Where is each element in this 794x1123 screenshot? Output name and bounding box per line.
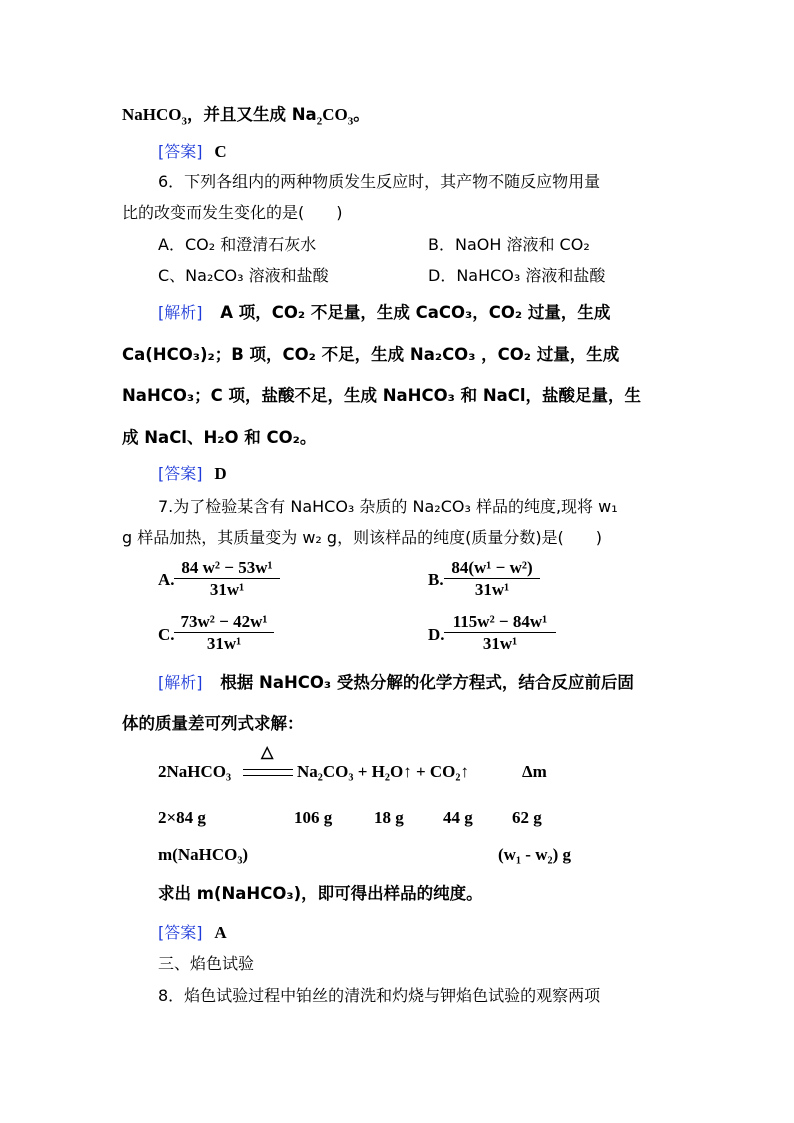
unknown-mass-difference: (w₁ - w₂) g — [498, 845, 571, 864]
q7-option-d-denominator: 31w¹ — [482, 634, 518, 653]
q7-option-b-denominator: 31w¹ — [474, 580, 510, 599]
q6-answer: D — [214, 464, 227, 483]
q6-analysis-line4: 成 NaCl、H₂O 和 CO₂。 — [122, 428, 317, 447]
mass-na2co3: 106 g — [294, 808, 333, 827]
q7-analysis-line1: [解析] 根据 NaHCO₃ 受热分解的化学方程式，结合反应前后固 — [158, 673, 634, 692]
q7-option-a-denominator: 31w¹ — [209, 580, 245, 599]
q7-option-a-fraction — [174, 558, 280, 600]
q6-stem-line2: 比的改变而发生变化的是( ) — [122, 203, 343, 222]
unknown-mass-nahco3: m(NaHCO₃) — [158, 845, 249, 864]
mass-co2: 44 g — [443, 808, 473, 827]
q7-option-d-fraction — [444, 612, 556, 654]
q7-option-a-label: A. — [158, 570, 175, 589]
equation-reactant: 2NaHCO₃ — [158, 762, 232, 781]
q7-option-b-fraction — [444, 558, 540, 600]
q5-tail-line: NaHCO$_3$，并且又生成 $Na_2CO_3$。 — [122, 105, 370, 128]
q7-analysis-line2: 体的质量差可列式求解： — [122, 714, 304, 733]
q7-option-a-numerator: 84 w² − 53w¹ — [174, 558, 280, 579]
mass-reactant: 2×84 g — [158, 808, 206, 827]
reaction-condition-heat: △ — [261, 744, 274, 761]
q7-stem-line2: g 样品加热，其质量变为 w₂ g，则该样品的纯度(质量分数)是( ) — [122, 528, 603, 547]
answer-tag: [答案] — [158, 142, 203, 161]
equation-delta-m: Δm — [522, 762, 547, 781]
q7-option-c-fraction — [174, 612, 274, 654]
q7-option-b-label: B. — [428, 570, 444, 589]
equation-products: Na₂CO₃ + H₂O↑ + CO₂↑ — [297, 762, 469, 781]
q5-answer: C — [214, 142, 227, 161]
q7-option-c-denominator: 31w¹ — [206, 634, 242, 653]
q7-answer-line — [158, 921, 227, 945]
analysis-tag: [解析] — [158, 673, 203, 692]
q7-conclusion: 求出 m(NaHCO₃)，即可得出样品的纯度。 — [158, 884, 483, 903]
q7-stem-line1: 7.为了检验某含有 NaHCO₃ 杂质的 Na₂CO₃ 样品的纯度,现将 w₁ — [158, 497, 618, 516]
q6-stem-line1: 6．下列各组内的两种物质发生反应时，其产物不随反应物用量 — [158, 172, 601, 191]
q7-option-d-numerator: 115w² − 84w¹ — [444, 612, 556, 633]
q5-answer-line — [158, 140, 227, 164]
q8-stem-line1: 8．焰色试验过程中铂丝的清洗和灼烧与钾焰色试验的观察两项 — [158, 986, 601, 1005]
q6-option-b: B．NaOH 溶液和 CO₂ — [428, 235, 590, 254]
answer-tag: [答案] — [158, 923, 203, 942]
q6-answer-line — [158, 462, 227, 486]
answer-tag: [答案] — [158, 464, 203, 483]
q6-analysis-line3: NaHCO₃；C 项，盐酸不足，生成 NaHCO₃ 和 NaCl，盐酸足量，生 — [122, 386, 642, 405]
equation-equals-bottom — [243, 775, 293, 776]
section-title: 三、焰色试验 — [158, 954, 255, 973]
mass-delta: 62 g — [512, 808, 542, 827]
q7-option-c-numerator: 73w² − 42w¹ — [174, 612, 274, 633]
mass-h2o: 18 g — [374, 808, 404, 827]
equation-equals-top — [243, 769, 293, 770]
q7-option-d-label: D. — [428, 625, 445, 644]
q7-answer: A — [214, 923, 227, 942]
q6-option-c: C、Na₂CO₃ 溶液和盐酸 — [158, 266, 329, 285]
analysis-tag: [解析] — [158, 303, 203, 322]
q6-analysis-line2: Ca(HCO₃)₂；B 项，CO₂ 不足，生成 Na₂CO₃ ，CO₂ 过量，生成 — [122, 345, 620, 364]
q6-option-d: D．NaHCO₃ 溶液和盐酸 — [428, 266, 606, 285]
q7-option-c-label: C. — [158, 625, 175, 644]
q6-option-a: A．CO₂ 和澄清石灰水 — [158, 235, 317, 254]
q7-option-b-numerator: 84(w¹ − w²) — [444, 558, 540, 579]
q6-analysis-line1: [解析] A 项，CO₂ 不足量，生成 CaCO₃，CO₂ 过量，生成 — [158, 303, 611, 322]
